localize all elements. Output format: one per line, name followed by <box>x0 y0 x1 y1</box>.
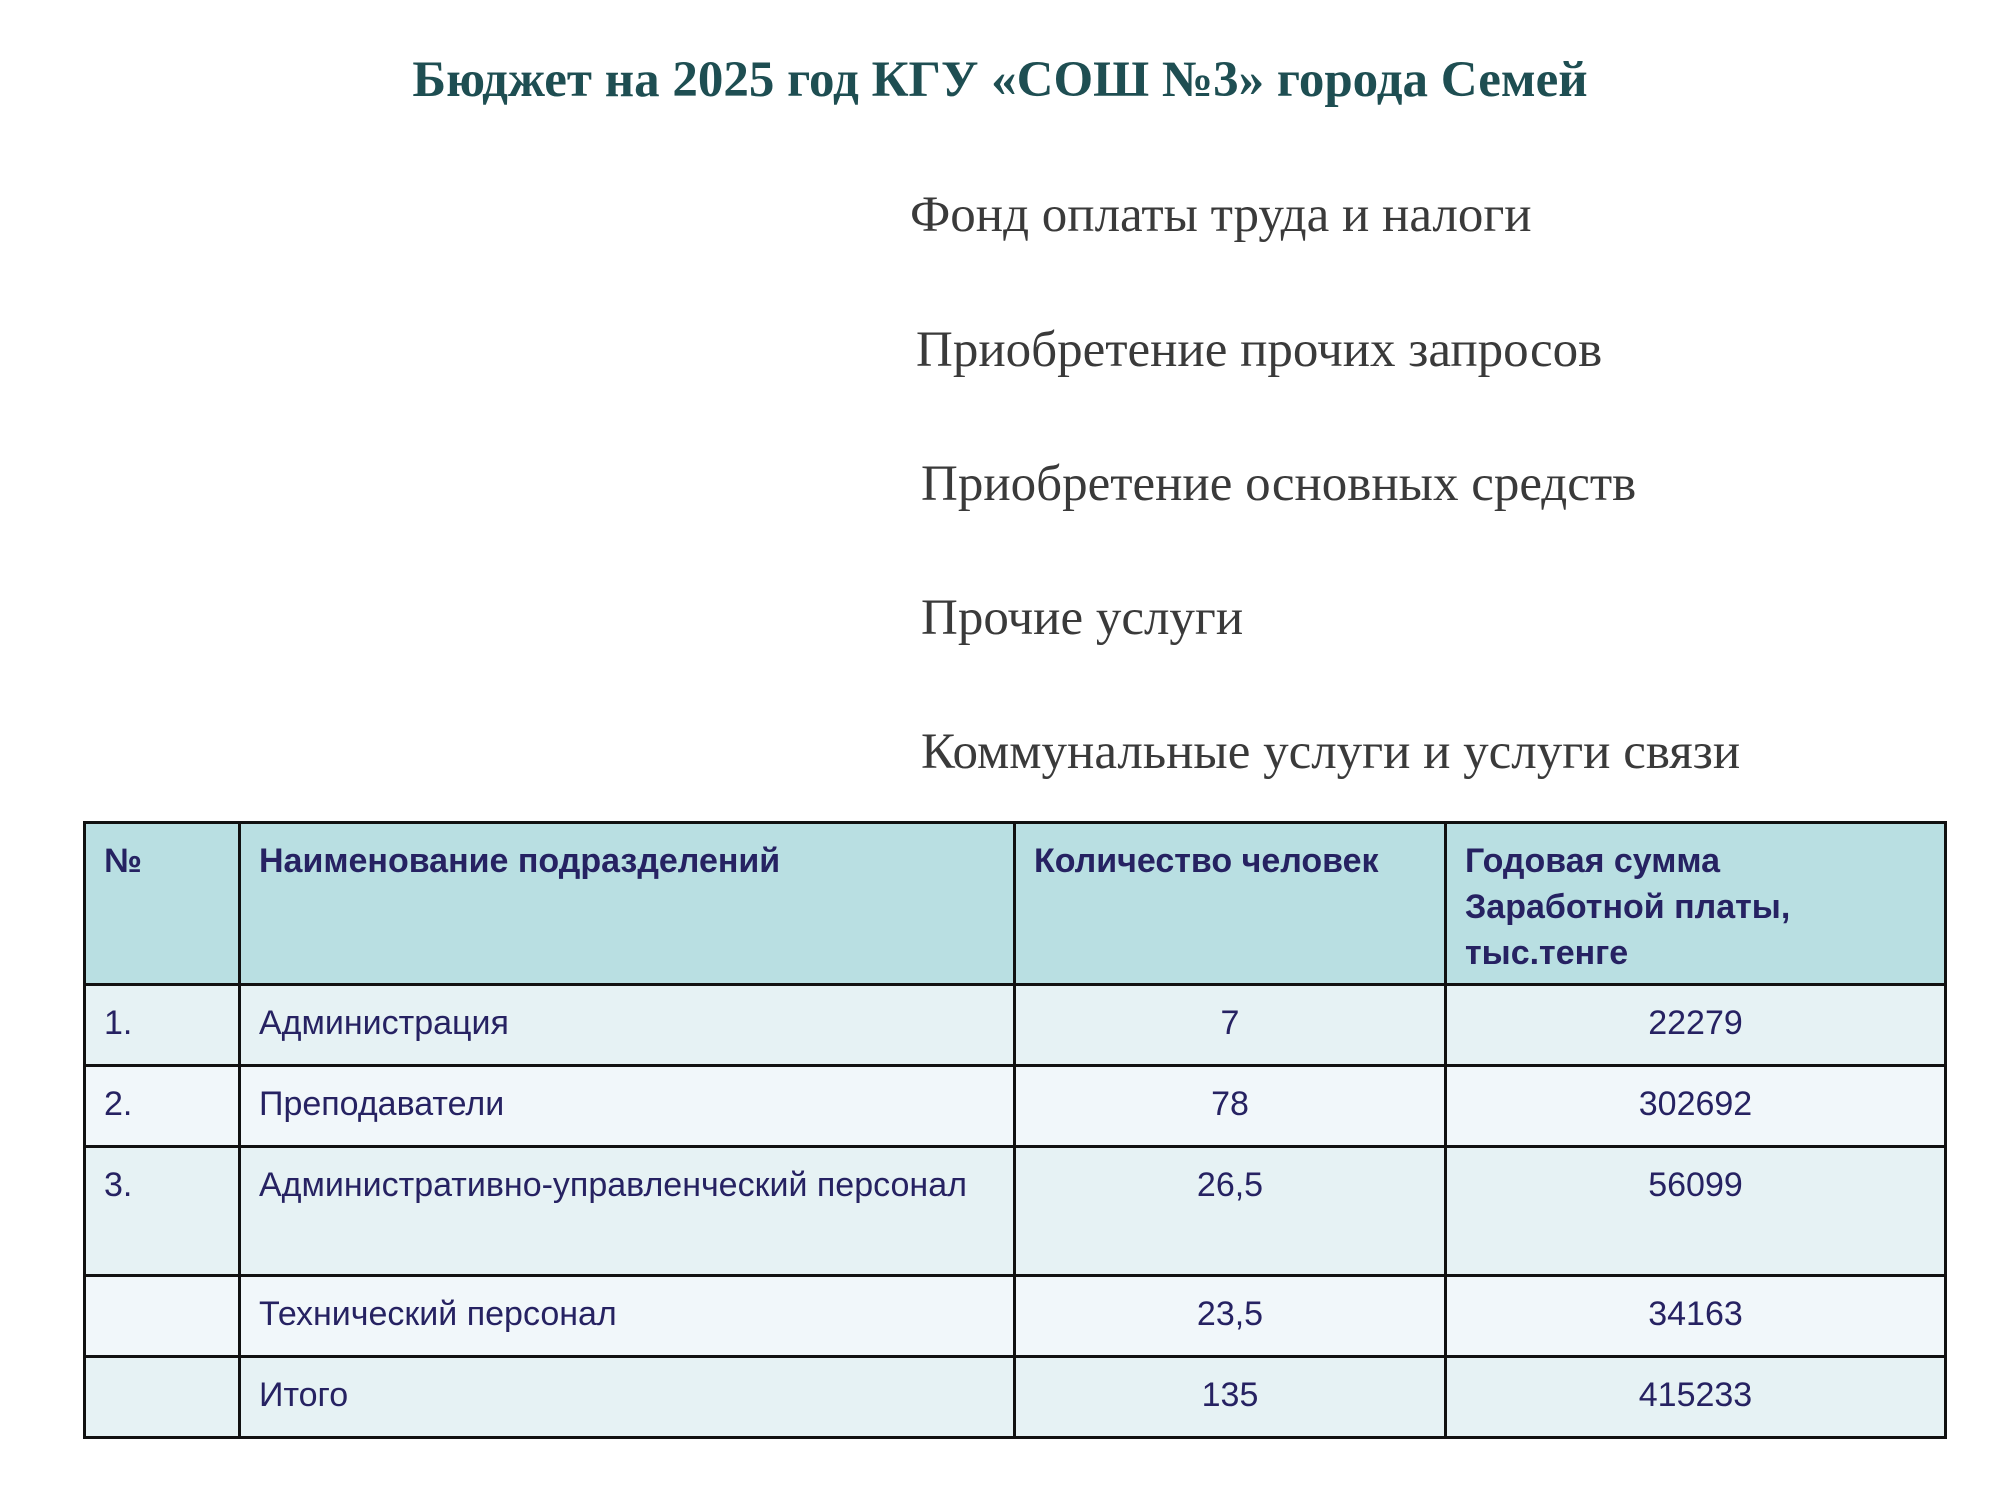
legend-item-payroll: Фонд оплаты труда и налоги <box>910 187 1532 243</box>
cell-name: Административно-управленческий персонал <box>240 1147 1015 1276</box>
cell-number: 1. <box>85 985 240 1066</box>
cell-salary: 302692 <box>1446 1066 1946 1147</box>
cell-salary: 415233 <box>1446 1357 1946 1438</box>
salary-table-container <box>83 821 1947 1439</box>
table-header-row <box>85 823 1946 985</box>
cell-number <box>85 1357 240 1438</box>
legend-item-fixed-assets: Приобретение основных средств <box>921 456 1637 512</box>
cell-count: 23,5 <box>1015 1276 1446 1357</box>
cell-count: 7 <box>1015 985 1446 1066</box>
legend-item-other-services: Прочие услуги <box>921 590 1244 646</box>
table-row <box>85 1147 1946 1276</box>
cell-number: 2. <box>85 1066 240 1147</box>
column-header-name: Наименование подразделений <box>240 823 1015 985</box>
table-row <box>85 985 1946 1066</box>
cell-name: Преподаватели <box>240 1066 1015 1147</box>
column-header-count: Количество человек <box>1015 823 1446 985</box>
cell-count: 26,5 <box>1015 1147 1446 1276</box>
cell-number: 3. <box>85 1147 240 1276</box>
cell-count: 78 <box>1015 1066 1446 1147</box>
cell-name: Итого <box>240 1357 1015 1438</box>
legend-item-other-purchases: Приобретение прочих запросов <box>916 322 1603 378</box>
table-row <box>85 1276 1946 1357</box>
legend-item-utilities: Коммунальные услуги и услуги связи <box>921 724 1741 780</box>
table-row-total <box>85 1357 1946 1438</box>
column-header-number: № <box>85 823 240 985</box>
cell-name: Технический персонал <box>240 1276 1015 1357</box>
column-header-salary: Годовая сумма Заработной платы, тыс.тенге <box>1446 823 1946 985</box>
cell-number <box>85 1276 240 1357</box>
cell-salary: 56099 <box>1446 1147 1946 1276</box>
cell-salary: 34163 <box>1446 1276 1946 1357</box>
salary-table <box>83 821 1947 1439</box>
table-row <box>85 1066 1946 1147</box>
cell-salary: 22279 <box>1446 985 1946 1066</box>
page-title: Бюджет на 2025 год КГУ «СОШ №3» города Семей <box>412 52 1588 108</box>
cell-name: Администрация <box>240 985 1015 1066</box>
cell-count: 135 <box>1015 1357 1446 1438</box>
